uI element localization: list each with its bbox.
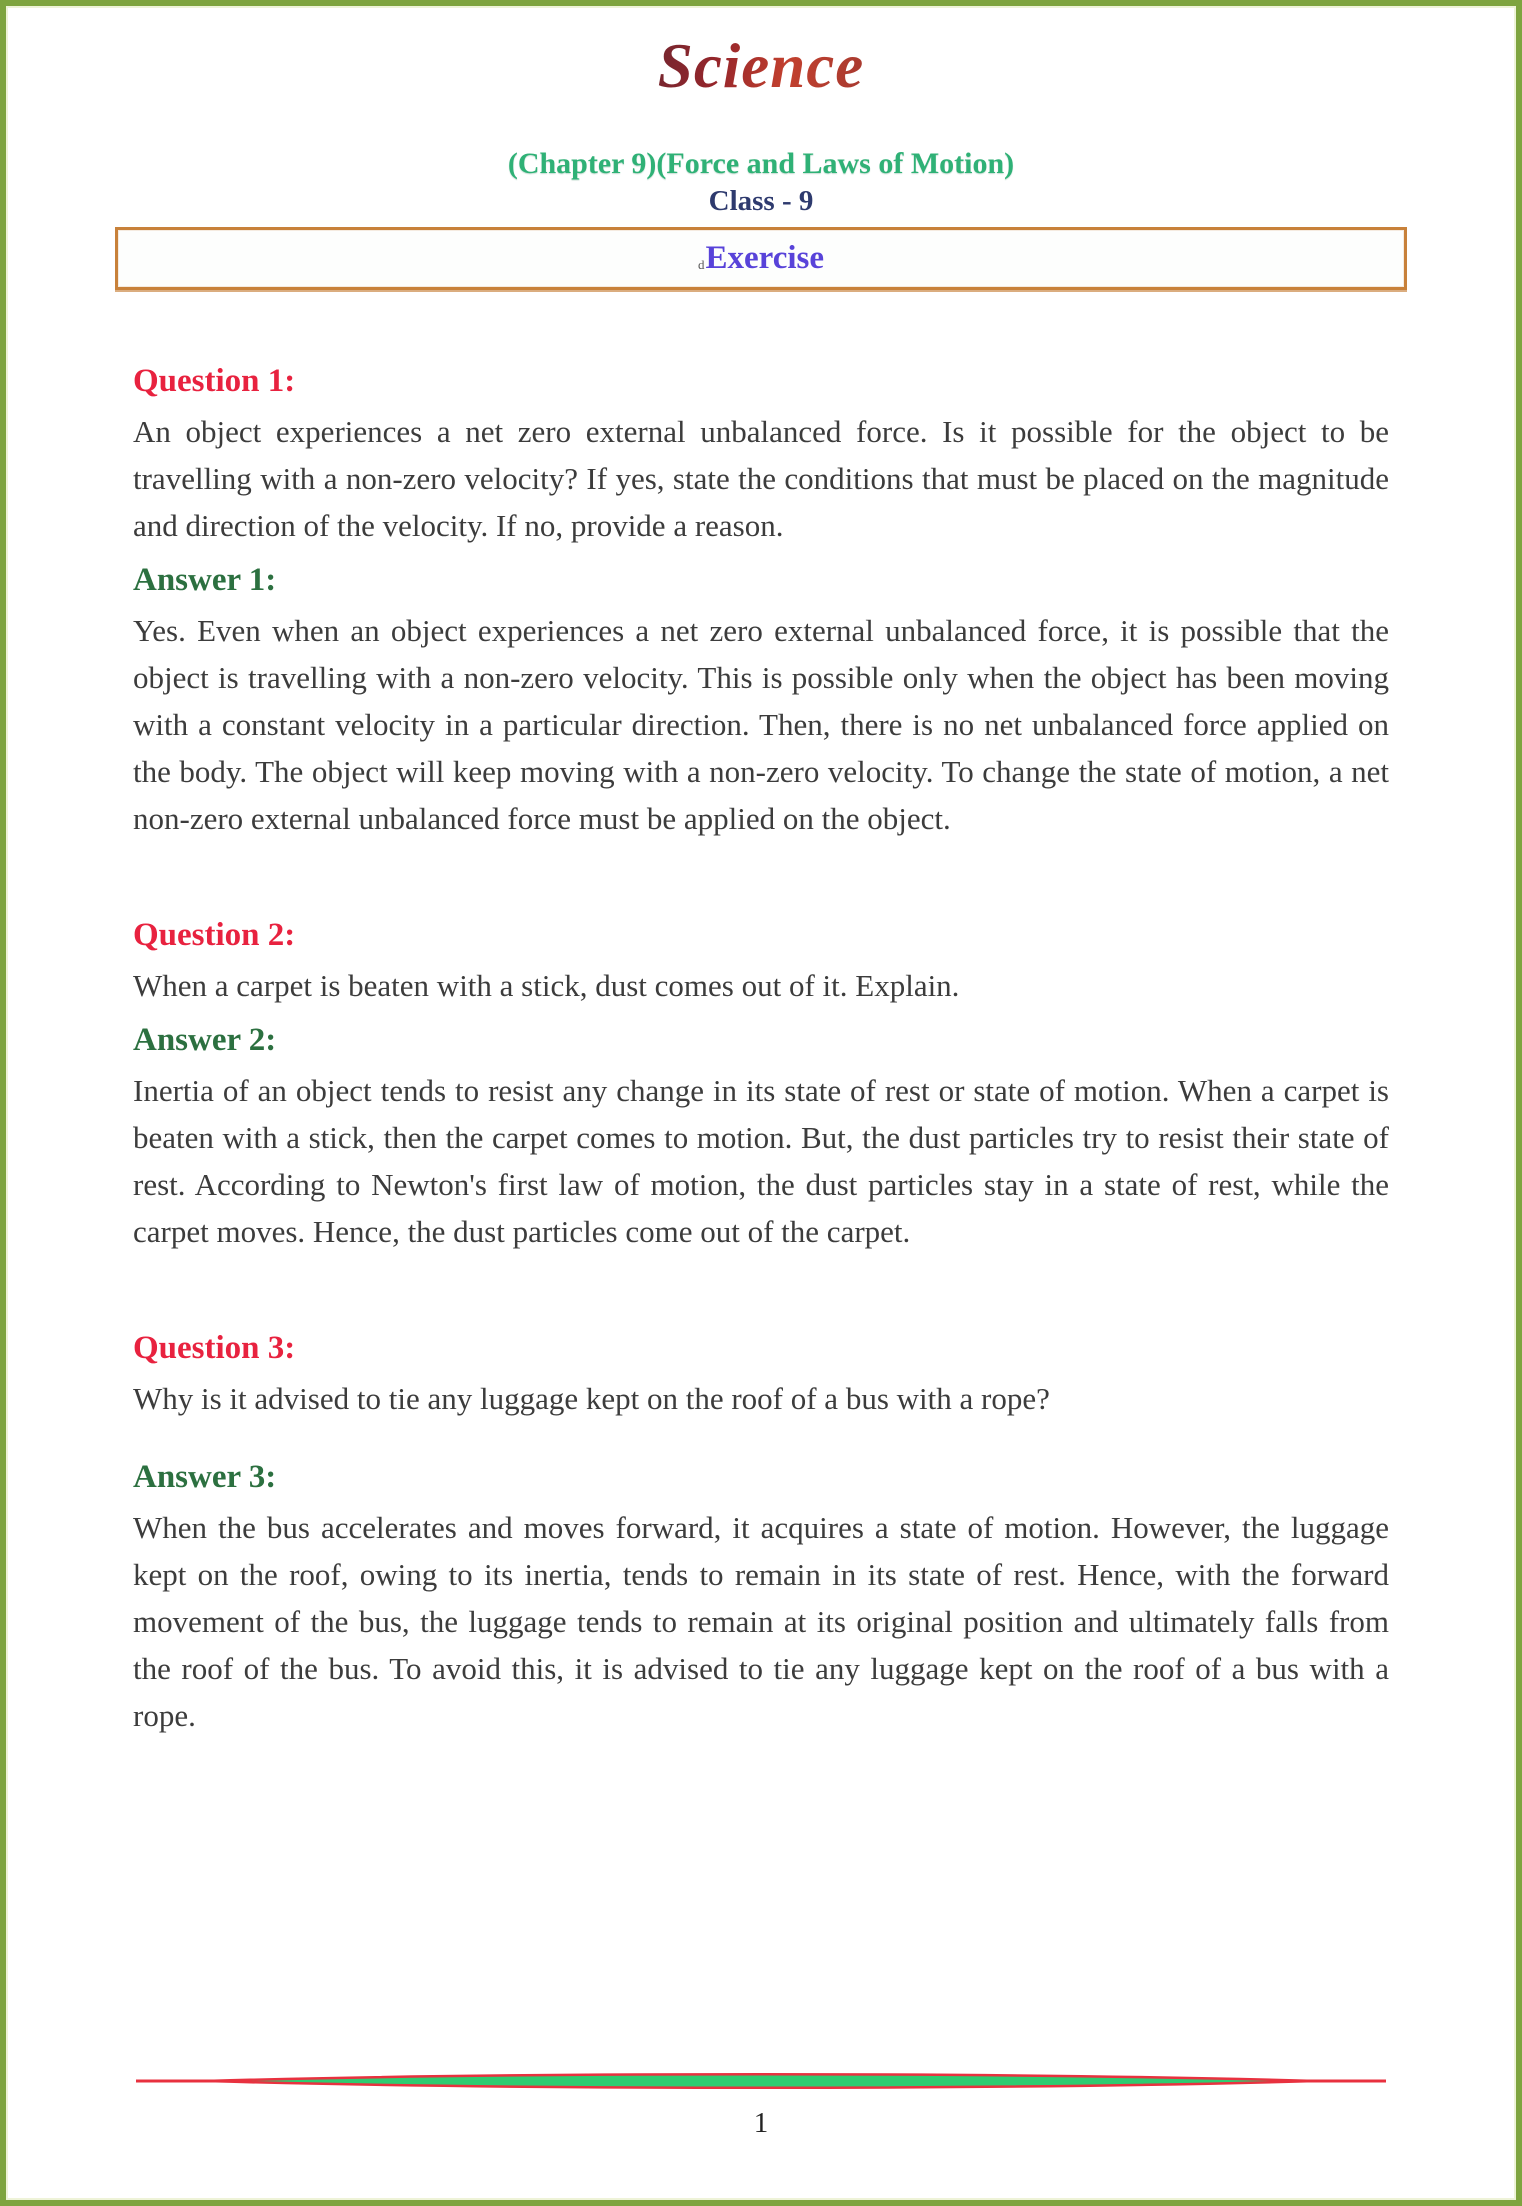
question-3-label: Question 3: [133, 1330, 296, 1366]
qa-block-3 [133, 1325, 1389, 1739]
lens-divider-graphic [136, 2071, 1386, 2091]
page-footer [6, 2071, 1516, 2140]
exercise-box [115, 227, 1407, 290]
question-3-text: Why is it advised to tie any luggage kept on the roof of a bus with a rope? [133, 1381, 1050, 1416]
answer-3-label: Answer 3: [133, 1459, 277, 1495]
answer-2-label: Answer 2: [133, 1022, 277, 1058]
page-title: Science [657, 31, 865, 101]
question-2-label: Question 2: [133, 917, 296, 953]
answer-3-text: When the bus accelerates and moves forward, it acquires a state of motion. However, the luggage kept on the roof, owing to its inertia, tends to remain in its state of rest. Hence, with the forward movement of the bus, the luggage tends to remain at its original position and ultimately falls from the roof of the bus. To avoid this, it is advised to tie any luggage kept on the roof of a bus with a rope. [133, 1510, 1389, 1733]
question-2-text: When a carpet is beaten with a stick, dust comes out of it. Explain. [133, 968, 960, 1003]
qa-content [6, 290, 1516, 1739]
question-1-label: Question 1: [133, 363, 296, 399]
page-header [6, 6, 1516, 290]
qa-block-2 [133, 912, 1389, 1255]
chapter-subtitle: (Chapter 9)(Force and Laws of Motion) [507, 147, 1015, 180]
exercise-heading: Exercise [705, 240, 824, 276]
page-number: 1 [753, 2107, 769, 2139]
answer-1-label: Answer 1: [133, 562, 277, 598]
answer-1-text: Yes. Even when an object experiences a net zero external unbalanced force, it is possible that the object is travelling with a non-zero velocity. This is possible only when the object has been moving with a constant velocity in a particular direction. Then, there is no net unbalanced force applied on the body. The object will keep moving with a non-zero velocity. To change the state of motion, a net non-zero external unbalanced force must be applied on the object. [133, 613, 1389, 836]
exercise-prefix-mark: d [697, 257, 705, 272]
answer-2-text: Inertia of an object tends to resist any change in its state of rest or state of motion. When a carpet is beaten with a stick, then the carpet comes to motion. But, the dust particles try to resist their state of rest. According to Newton's first law of motion, the dust particles stay in a state of rest, while the carpet moves. Hence, the dust particles come out of the carpet. [133, 1073, 1389, 1249]
class-label: Class - 9 [708, 185, 814, 217]
divider-lens-shape [206, 2074, 1316, 2088]
qa-block-1 [133, 358, 1389, 842]
question-1-text: An object experiences a net zero external unbalanced force. Is it possible for the object to be travelling with a non-zero velocity? If yes, state the conditions that must be placed on the magnitude and direction of the velocity. If no, provide a reason. [133, 414, 1389, 543]
